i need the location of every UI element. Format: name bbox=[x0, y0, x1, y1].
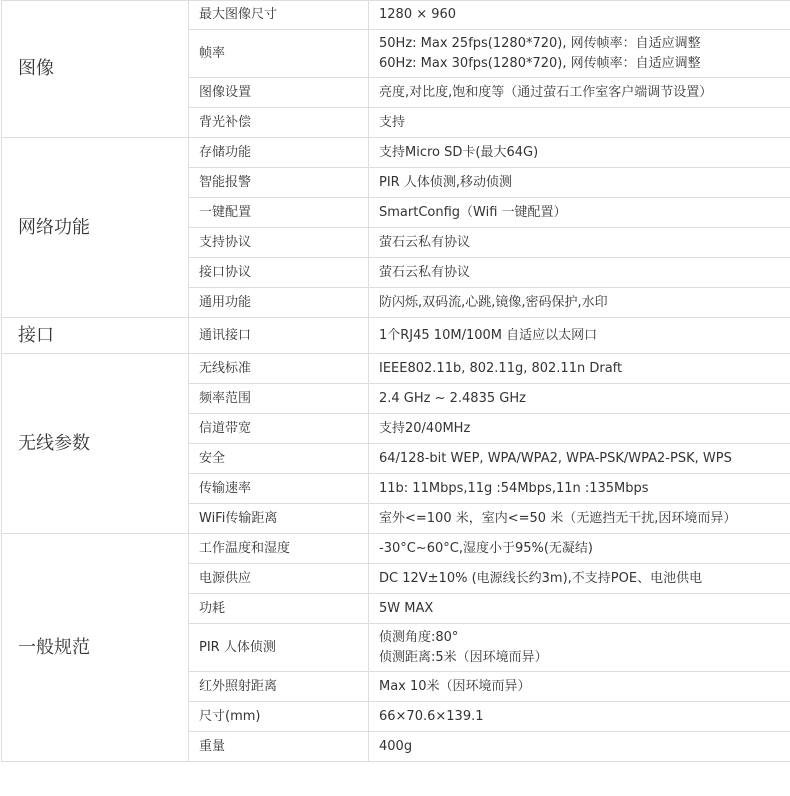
spec-key: 存储功能 bbox=[189, 138, 369, 168]
spec-key: 重量 bbox=[189, 732, 369, 762]
spec-key: 传输速率 bbox=[189, 474, 369, 504]
spec-value-line: 支持 bbox=[379, 114, 406, 130]
spec-value-line: 防闪烁,双码流,心跳,镜像,密码保护,水印 bbox=[379, 294, 608, 310]
spec-value-line: 1280 × 960 bbox=[379, 7, 457, 22]
spec-key: 安全 bbox=[189, 444, 369, 474]
spec-value-line: 64/128-bit WEP, WPA/WPA2, WPA-PSK/WPA2-PSK, WPS bbox=[379, 450, 732, 466]
spec-value bbox=[369, 108, 790, 138]
spec-value-line: 室外<=100 米，室内<=50 米（无遮挡无干扰,因环境而异） bbox=[379, 510, 737, 526]
spec-table bbox=[1, 0, 790, 762]
spec-key: 工作温度和湿度 bbox=[189, 534, 369, 564]
category-wireless: 无线参数 bbox=[2, 354, 189, 534]
spec-value bbox=[369, 168, 790, 198]
spec-key: 一键配置 bbox=[189, 198, 369, 228]
table-row bbox=[2, 1, 790, 30]
spec-key: 图像设置 bbox=[189, 78, 369, 108]
spec-value-line: -30°C~60°C,湿度小于95%(无凝结) bbox=[379, 540, 593, 556]
spec-key: 最大图像尺寸 bbox=[189, 1, 369, 30]
spec-value-line: 侦测角度:80° bbox=[379, 629, 459, 645]
spec-value-line: 11b: 11Mbps,11g :54Mbps,11n :135Mbps bbox=[379, 480, 649, 496]
spec-value bbox=[369, 78, 790, 108]
spec-key: 电源供应 bbox=[189, 564, 369, 594]
spec-key: 接口协议 bbox=[189, 258, 369, 288]
spec-value-line: Max 10米（因环境而异） bbox=[379, 678, 531, 694]
spec-value-line: 萤石云私有协议 bbox=[379, 264, 471, 280]
spec-value bbox=[369, 384, 790, 414]
spec-key: 通用功能 bbox=[189, 288, 369, 318]
spec-value bbox=[369, 138, 790, 168]
spec-key: 帧率 bbox=[189, 30, 369, 78]
spec-value-line: 1个RJ45 10M/100M 自适应以太网口 bbox=[379, 327, 598, 343]
spec-value-line: DC 12V±10% (电源线长约3m),不支持POE、电池供电 bbox=[379, 570, 703, 586]
category-image: 图像 bbox=[2, 1, 189, 138]
spec-value-line: 5W MAX bbox=[379, 600, 434, 616]
spec-value bbox=[369, 474, 790, 504]
spec-value-line: 支持20/40MHz bbox=[379, 420, 471, 436]
spec-value bbox=[369, 30, 790, 78]
table-row bbox=[2, 318, 790, 354]
spec-value bbox=[369, 504, 790, 534]
spec-value bbox=[369, 732, 790, 762]
spec-key: 频率范围 bbox=[189, 384, 369, 414]
spec-value-line: 侦测距离:5米（因环境而异） bbox=[379, 649, 548, 665]
table-row bbox=[2, 354, 790, 384]
spec-key: 背光补偿 bbox=[189, 108, 369, 138]
spec-value-line: 萤石云私有协议 bbox=[379, 234, 471, 250]
category-general: 一般规范 bbox=[2, 534, 189, 762]
spec-value bbox=[369, 414, 790, 444]
spec-key: 通讯接口 bbox=[189, 318, 369, 354]
spec-value-line: 支持Micro SD卡(最大64G) bbox=[379, 144, 539, 160]
spec-key: 红外照射距离 bbox=[189, 672, 369, 702]
spec-key: 功耗 bbox=[189, 594, 369, 624]
spec-key: 支持协议 bbox=[189, 228, 369, 258]
spec-value bbox=[369, 354, 790, 384]
spec-value-line: IEEE802.11b, 802.11g, 802.11n Draft bbox=[379, 360, 623, 376]
spec-key: WiFi传输距离 bbox=[189, 504, 369, 534]
spec-key: 尺寸(mm) bbox=[189, 702, 369, 732]
spec-value bbox=[369, 534, 790, 564]
spec-key: 无线标准 bbox=[189, 354, 369, 384]
spec-value bbox=[369, 1, 790, 30]
spec-value-line: 亮度,对比度,饱和度等（通过萤石工作室客户端调节设置） bbox=[379, 84, 713, 100]
table-row bbox=[2, 138, 790, 168]
spec-value-line: 60Hz: Max 30fps(1280*720), 网传帧率：自适应调整 bbox=[379, 55, 701, 71]
spec-value bbox=[369, 228, 790, 258]
spec-value-line: 2.4 GHz ~ 2.4835 GHz bbox=[379, 390, 526, 406]
spec-value bbox=[369, 258, 790, 288]
spec-key: 信道带宽 bbox=[189, 414, 369, 444]
spec-value bbox=[369, 702, 790, 732]
spec-value-line: 400g bbox=[379, 738, 413, 754]
spec-value-line: 50Hz: Max 25fps(1280*720), 网传帧率：自适应调整 bbox=[379, 35, 701, 51]
spec-key: 智能报警 bbox=[189, 168, 369, 198]
spec-value bbox=[369, 198, 790, 228]
spec-value bbox=[369, 564, 790, 594]
category-network: 网络功能 bbox=[2, 138, 189, 318]
spec-key: PIR 人体侦测 bbox=[189, 624, 369, 672]
spec-value-line: SmartConfig（Wifi 一键配置） bbox=[379, 204, 567, 220]
spec-value bbox=[369, 594, 790, 624]
spec-value bbox=[369, 318, 790, 354]
spec-value bbox=[369, 624, 790, 672]
spec-value bbox=[369, 444, 790, 474]
spec-value-line: PIR 人体侦测,移动侦测 bbox=[379, 174, 512, 190]
spec-value bbox=[369, 288, 790, 318]
spec-value bbox=[369, 672, 790, 702]
category-interface: 接口 bbox=[2, 318, 189, 354]
table-row bbox=[2, 534, 790, 564]
spec-value-line: 66×70.6×139.1 bbox=[379, 708, 484, 724]
